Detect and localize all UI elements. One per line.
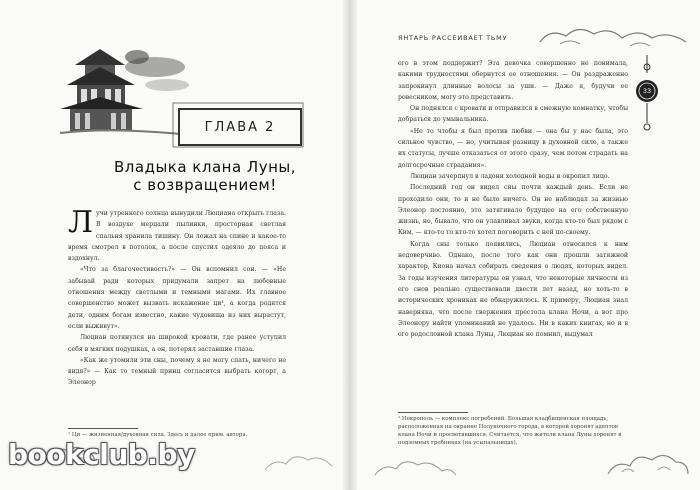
chapter-title [70,158,340,194]
drop-cap: Л [68,208,94,240]
page-number: 33 [642,87,652,95]
right-footnote-rule [398,412,468,413]
watermark-logo: bookclub.by [8,438,195,471]
right-page-body [398,58,628,403]
cloud-ornament-bottom-right-a [370,445,460,485]
paragraph: Лучи утреннего солнца вынудили Люциана открыть глаза. В воздухе мерцали пылинки, просторная светлая спальня хранила тишину. Он лежал на спине и какое-то время смотрел в потолок, а после спустил одеяло до пояса и вздохнул. [68,208,286,263]
book-gutter [343,0,357,490]
paragraph: «Как же утомили эти сны, почему я не могу спать, ничего не видя?» — Как то темный принц согласится выбрать когорт, а Элеонор [68,356,286,387]
chapter-title-line2: с возвращением! [133,176,277,194]
paragraph: «Что за благочестивость?» — Он вспомнил сон. — «Не забывай ради которых придумали запрет на любовные отношения между светлыми и темными магами. Их главное совершенство может вызвать искажение ци¹, а когда родятся дети, одним богам известно, какие чудовища из них вырастут, если выживут». [68,266,286,330]
cloud-ornament-left-bottom [260,440,340,480]
left-footnote: ¹ Ци — жизненная/духовная сила. Здесь и далее прим. автора. [68,432,248,438]
cloud-ornament-bottom-right-b [600,430,695,485]
paragraph: Последний год он видел сны почти каждый день. Если не проходило они, то и не было ничего. Он не наблюдал за жизнью Элеонор постоянно, это затягивало будущее на его собственную жизнь, но, бывало, что он улавливал звуки, когда кто-то был рядом с Ким, — кто-то то кто-то хотел поговорить с ней по-своему. [398,184,628,237]
paragraph: его в этом поддержит? Эта девочка совершенно не понимала, какими трудностями обернутся ее отношения. — Он раздраженно запрокинул длинные волосы за уши. — Даже я, будучи ее ровесником, могу это представить. [398,60,628,101]
cloud-ornament-top-right [530,20,695,60]
chapter-label: ГЛАВА 2 [204,119,276,135]
paragraph: Люциан зачерпнул в ладони холодной воды и окропил лицо. [410,172,610,180]
chapter-title-line1: Владыка клана Луны, [114,158,296,176]
running-head: ЯНТАРЬ РАССЕИВАЕТ ТЬМУ [398,34,508,42]
paragraph: Он поднялся с кровати и отправился в смежную комнатку, чтобы добраться до умывальника. [398,105,628,124]
paragraph: «Не то чтобы я был против любви — она бы у нас была, это сильное чувство, — но, учитывая разницу в духовной силе, а также их статусы, лучше отказаться от этого сразу, чем потом страдать на долгосрочные страдания». [398,127,628,169]
left-page-body [68,208,286,423]
paragraph: Люциан потянулся на широкой кровати, где ранее уступил себя в мягких подушках, а он, потерял заставшие глаза. [68,334,286,353]
chapter-frame-ornament [172,102,304,148]
page-number-pendant [632,55,662,135]
paragraph: Когда сны только появились, Люциан относился к ним недоверчиво. Однако, после того как они прошли затяжной характер, Киона начал собирать сведения о людях, которых видел. За годы изучения литературы он узнал, что некоторые личности из его снов реально существовали двести лет назад, но хоть-то в исторических хрониках не обнаружилось. К примеру, Люциан знал наверняка, что после свержения престола клана Ночи, а вот про Элеонору найти упоминаний не удалось. Ни в каких книгах, но и в его родословной клана Луны, Люциан не помнил, выдумал [398,240,628,339]
right-footnote: ¹ Некрополь — комплекс погребений. Большая кладбищенская площадь, расположенная на окраине Полуночного города, в которой хоронят адептов клана Ночи и просветившихся. Считается, что жители клана Луны хоронят в подземных гробницах (на усыпальницах). [398,416,622,446]
